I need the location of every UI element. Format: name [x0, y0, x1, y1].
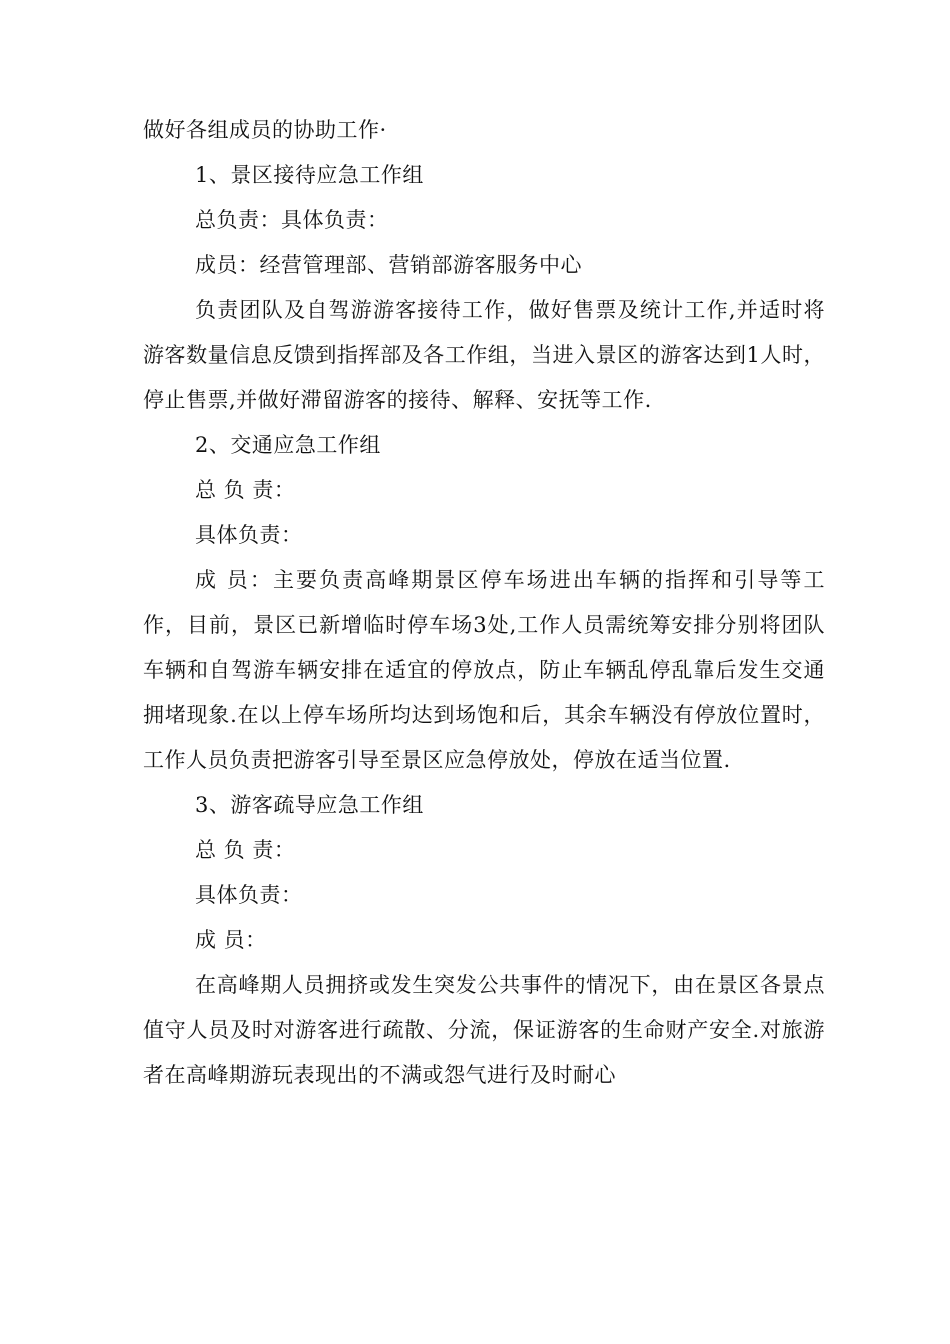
section-heading-traffic: 2、交通应急工作组: [195, 433, 381, 457]
document-body: [143, 108, 825, 1098]
guidance-duties-paragraph: 在高峰期人员拥挤或发生突发公共事件的情况下，由在景区各景点值守人员及时对游客进行疏散、分流，保证游客的生命财产安全.对旅游者在高峰期游玩表现出的不满或怨气进行及时耐心: [143, 973, 825, 1087]
guidance-members-line: 成 员：: [195, 928, 267, 952]
section-heading-guidance: 3、游客疏导应急工作组: [195, 793, 424, 817]
traffic-duties-paragraph: 成 员：主要负责高峰期景区停车场进出车辆的指挥和引导等工作，目前，景区已新增临时停车场3处,工作人员需统筹安排分别将团队车辆和自驾游车辆安排在适宜的停放点，防止车辆乱停乱靠后发生交通拥堵现象.在以上停车场所均达到场饱和后，其余车辆没有停放位置时，工作人员负责把游客引导至景区应急停放处，停放在适当位置.: [143, 568, 825, 772]
reception-members-line: 成员：经营管理部、营销部游客服务中心: [195, 253, 582, 277]
paragraph-continuation: 做好各组成员的协助工作·: [143, 118, 387, 142]
traffic-chief-line: 总 负 责：: [195, 478, 296, 502]
section-heading-reception: 1、景区接待应急工作组: [195, 163, 424, 187]
guidance-chief-line: 总 负 责：: [195, 838, 296, 862]
guidance-specific-line: 具体负责：: [195, 883, 303, 907]
reception-duties-paragraph: 负责团队及自驾游游客接待工作，做好售票及统计工作,并适时将游客数量信息反馈到指挥部及各工作组，当进入景区的游客达到1人时，停止售票,并做好滞留游客的接待、解释、安抚等工作.: [143, 298, 825, 412]
reception-leaders-line: 总负责：具体负责：: [195, 208, 389, 232]
traffic-specific-line: 具体负责：: [195, 523, 303, 547]
